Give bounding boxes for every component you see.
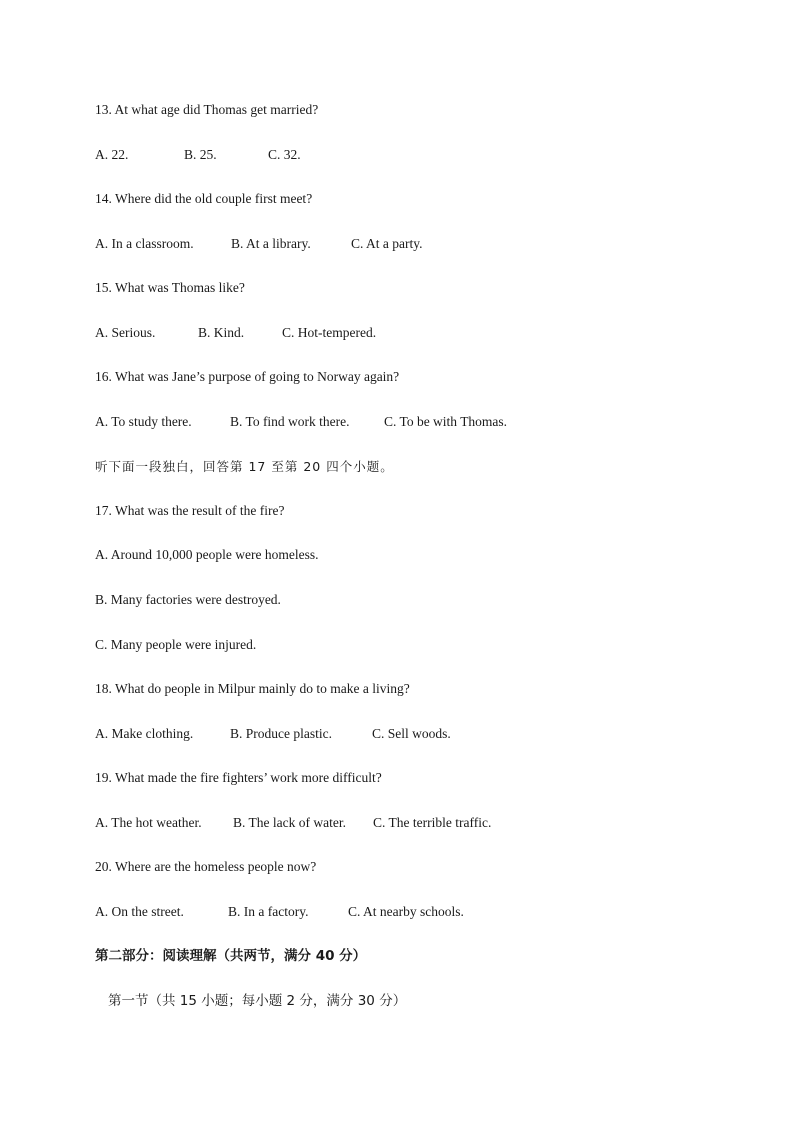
question-14-option-a: A. In a classroom.	[95, 236, 194, 251]
listening-instruction: 听下面一段独白，回答第 17 至第 20 四个小题。	[95, 459, 394, 474]
question-18-stem: 18. What do people in Milpur mainly do to make a living?	[95, 681, 410, 696]
question-20-stem: 20. Where are the homeless people now?	[95, 859, 317, 874]
question-19-option-b: B. The lack of water.	[233, 815, 346, 830]
question-13-option-a: A. 22.	[95, 147, 129, 162]
question-13-stem: 13. At what age did Thomas get married?	[95, 102, 319, 117]
question-15-option-a: A. Serious.	[95, 325, 156, 340]
question-13-option-c: C. 32.	[268, 147, 301, 162]
question-15-option-b: B. Kind.	[198, 325, 245, 340]
question-19-option-a: A. The hot weather.	[95, 815, 202, 830]
question-17-option-a: A. Around 10,000 people were homeless.	[95, 547, 319, 562]
question-20-option-c: C. At nearby schools.	[348, 904, 464, 919]
question-16-option-a: A. To study there.	[95, 414, 192, 429]
question-16-option-b: B. To find work there.	[230, 414, 350, 429]
question-17-option-c: C. Many people were injured.	[95, 637, 257, 652]
question-14-option-b: B. At a library.	[231, 236, 311, 251]
question-19-option-c: C. The terrible traffic.	[373, 815, 492, 830]
question-16-stem: 16. What was Jane’s purpose of going to Norway again?	[95, 369, 400, 384]
question-18-option-c: C. Sell woods.	[372, 726, 451, 741]
question-17-stem: 17. What was the result of the fire?	[95, 503, 285, 518]
section-title-reading: 第二部分：阅读理解（共两节，满分 40 分）	[95, 948, 367, 964]
subsection-title-part-one: 第一节（共 15 小题；每小题 2 分，满分 30 分）	[108, 993, 407, 1009]
question-20-option-b: B. In a factory.	[228, 904, 309, 919]
question-17-option-b: B. Many factories were destroyed.	[95, 592, 281, 607]
question-14-stem: 14. Where did the old couple first meet?	[95, 191, 313, 206]
question-20-option-a: A. On the street.	[95, 904, 184, 919]
question-15-option-c: C. Hot-tempered.	[282, 325, 377, 340]
question-15-stem: 15. What was Thomas like?	[95, 280, 245, 295]
question-14-option-c: C. At a party.	[351, 236, 423, 251]
question-13-option-b: B. 25.	[184, 147, 217, 162]
question-19-stem: 19. What made the fire fighters’ work more difficult?	[95, 770, 382, 785]
question-18-option-a: A. Make clothing.	[95, 726, 194, 741]
question-16-option-c: C. To be with Thomas.	[384, 414, 508, 429]
question-18-option-b: B. Produce plastic.	[230, 726, 332, 741]
